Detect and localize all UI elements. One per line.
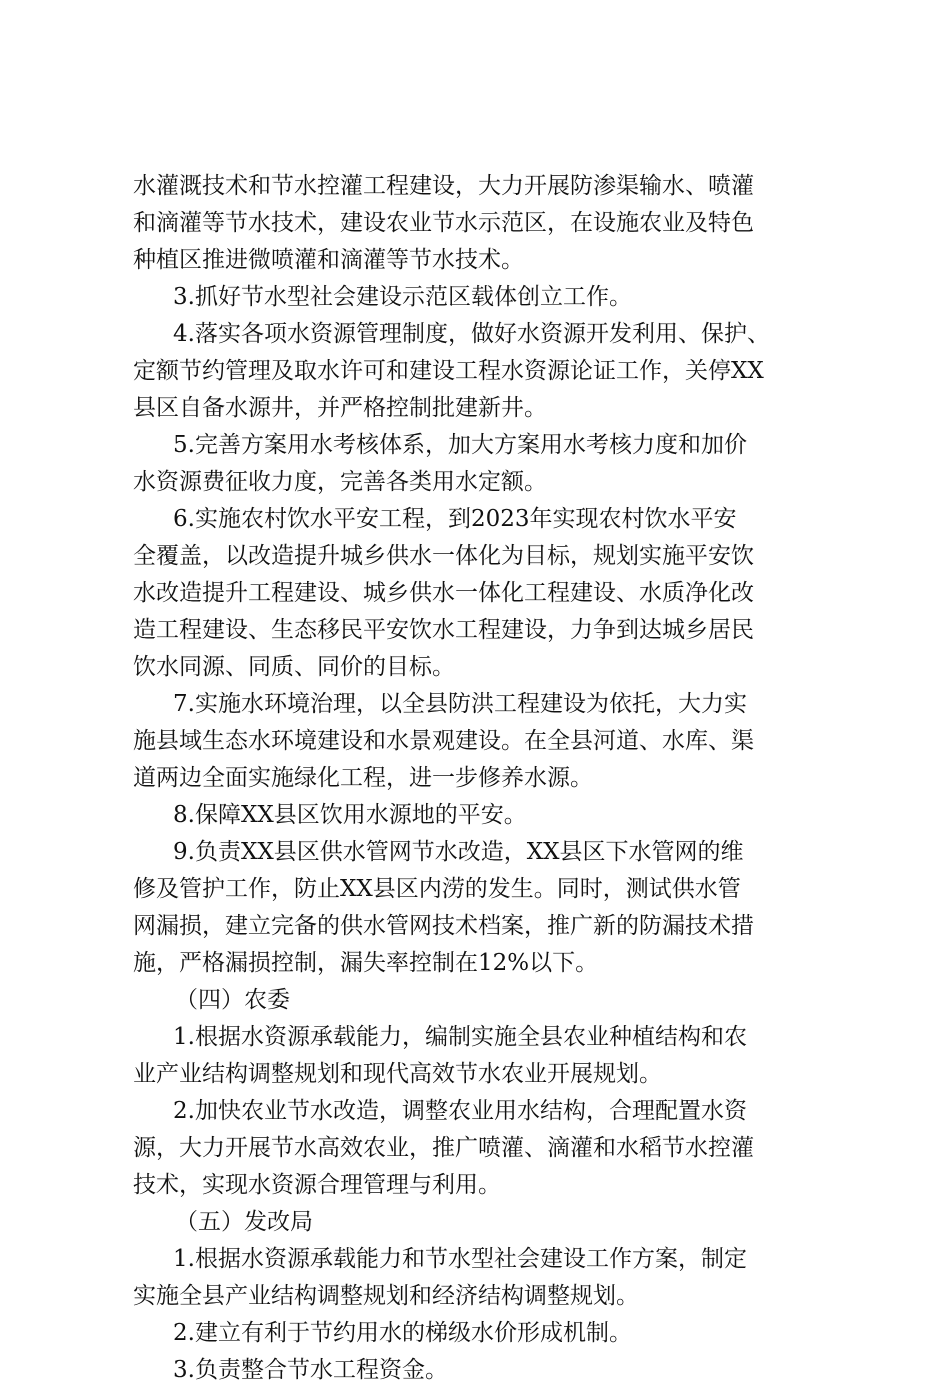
body-line: 造工程建设、生态移民平安饮水工程建设，力争到达城乡居民 bbox=[133, 617, 754, 643]
body-line: 定额节约管理及取水许可和建设工程水资源论证工作，关停XX bbox=[133, 358, 764, 384]
section-heading: （五）发改局 bbox=[175, 1209, 313, 1235]
body-line: 施县域生态水环境建设和水景观建设。在全县河道、水库、渠 bbox=[133, 728, 754, 754]
body-line: 施，严格漏损控制，漏失率控制在12%以下。 bbox=[133, 950, 599, 976]
body-line: 道两边全面实施绿化工程，进一步修养水源。 bbox=[133, 765, 593, 791]
list-item-line: 2.加快农业节水改造，调整农业用水结构，合理配置水资 bbox=[173, 1098, 747, 1124]
body-line: 网漏损，建立完备的供水管网技术档案，推广新的防漏技术措 bbox=[133, 913, 754, 939]
list-item-line: 4.落实各项水资源管理制度，做好水资源开发利用、保护、 bbox=[173, 321, 770, 347]
body-line: 水灌溉技术和节水控灌工程建设，大力开展防渗渠输水、喷灌 bbox=[133, 173, 754, 199]
body-line: 水改造提升工程建设、城乡供水一体化工程建设、水质净化改 bbox=[133, 580, 754, 606]
body-line: 技术，实现水资源合理管理与利用。 bbox=[133, 1172, 501, 1198]
body-line: 修及管护工作，防止XX县区内涝的发生。同时，测试供水管 bbox=[133, 876, 741, 902]
list-item-line: 6.实施农村饮水平安工程，到2023年实现农村饮水平安 bbox=[173, 506, 737, 532]
list-item-line: 9.负责XX县区供水管网节水改造，XX县区下水管网的维 bbox=[173, 839, 744, 865]
list-item-line: 1.根据水资源承载能力，编制实施全县农业种植结构和农 bbox=[173, 1024, 747, 1050]
list-item-line: 5.完善方案用水考核体系，加大方案用水考核力度和加价 bbox=[173, 432, 747, 458]
list-item-line: 3.负责整合节水工程资金。 bbox=[173, 1357, 448, 1383]
body-line: 全覆盖，以改造提升城乡供水一体化为目标，规划实施平安饮 bbox=[133, 543, 754, 569]
body-line: 饮水同源、同质、同价的目标。 bbox=[133, 654, 455, 680]
list-item-line: 7.实施水环境治理，以全县防洪工程建设为依托，大力实 bbox=[173, 691, 747, 717]
list-item-line: 1.根据水资源承载能力和节水型社会建设工作方案，制定 bbox=[173, 1246, 747, 1272]
body-line: 业产业结构调整规划和现代高效节水农业开展规划。 bbox=[133, 1061, 662, 1087]
list-item-line: 3.抓好节水型社会建设示范区载体创立工作。 bbox=[173, 284, 632, 310]
body-line: 种植区推进微喷灌和滴灌等节水技术。 bbox=[133, 247, 524, 273]
body-line: 源，大力开展节水高效农业，推广喷灌、滴灌和水稻节水控灌 bbox=[133, 1135, 754, 1161]
body-line: 和滴灌等节水技术，建设农业节水示范区，在设施农业及特色 bbox=[133, 210, 754, 236]
list-item-line: 2.建立有利于节约用水的梯级水价形成机制。 bbox=[173, 1320, 632, 1346]
body-line: 实施全县产业结构调整规划和经济结构调整规划。 bbox=[133, 1283, 639, 1309]
body-line: 县区自备水源井，并严格控制批建新井。 bbox=[133, 395, 547, 421]
body-line: 水资源费征收力度，完善各类用水定额。 bbox=[133, 469, 547, 495]
section-heading: （四）农委 bbox=[175, 987, 290, 1013]
list-item-line: 8.保障XX县区饮用水源地的平安。 bbox=[173, 802, 527, 828]
